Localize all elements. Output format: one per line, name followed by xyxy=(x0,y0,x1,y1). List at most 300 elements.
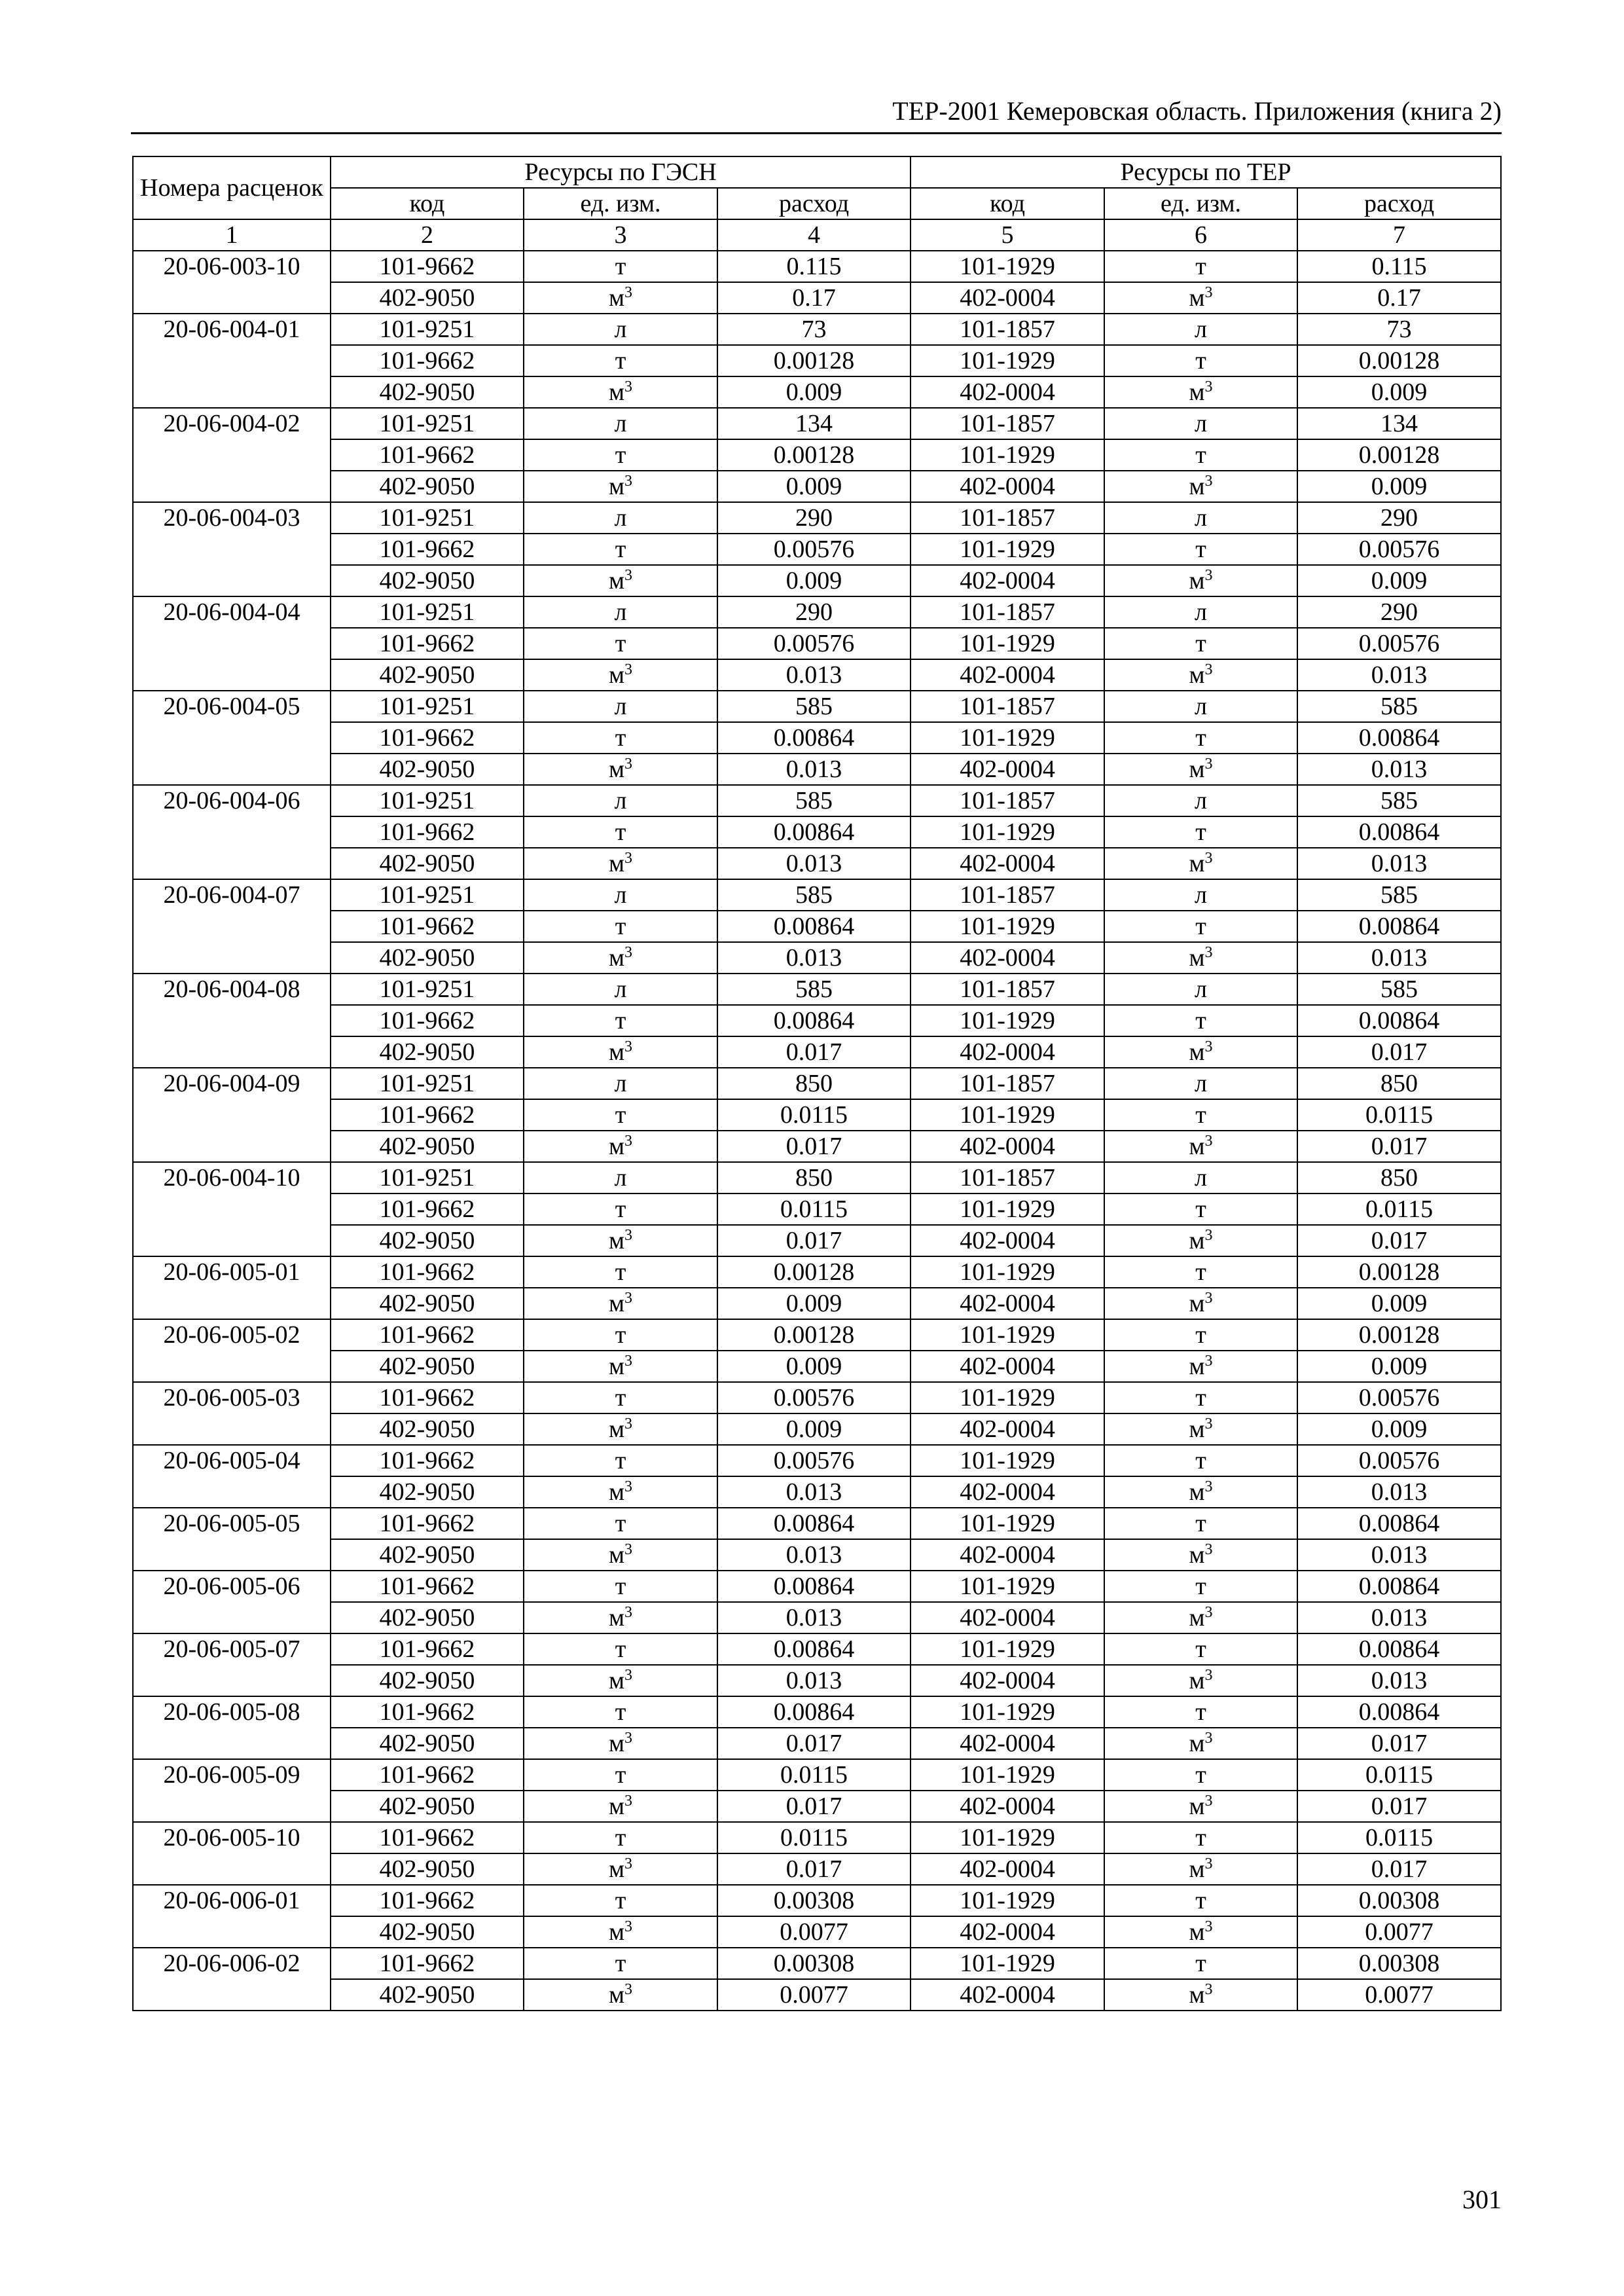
gesn-code-cell: 101-9662 xyxy=(331,1005,524,1036)
gesn-consumption-cell: 0.00864 xyxy=(717,816,911,848)
table-row xyxy=(133,1853,1501,1885)
gesn-code-cell: 402-9050 xyxy=(331,1916,524,1948)
gesn-unit-cell: т xyxy=(524,1571,717,1602)
table-row xyxy=(133,534,1501,565)
ter-unit-cell: л xyxy=(1104,596,1297,628)
gesn-consumption-cell: 290 xyxy=(717,596,911,628)
gesn-consumption-cell: 0.013 xyxy=(717,1665,911,1696)
gesn-code-cell: 101-9662 xyxy=(331,1382,524,1413)
table-row xyxy=(133,628,1501,659)
rate-number-cell: 20-06-005-07 xyxy=(133,1633,331,1696)
ter-unit-cell: л xyxy=(1104,785,1297,816)
gesn-code-cell: 101-9662 xyxy=(331,1445,524,1476)
ter-consumption-cell: 0.00864 xyxy=(1297,722,1501,754)
gesn-unit-header: ед. изм. xyxy=(524,188,717,219)
ter-consumption-cell: 0.00128 xyxy=(1297,345,1501,376)
ter-consumption-cell: 290 xyxy=(1297,596,1501,628)
gesn-consumption-cell: 0.009 xyxy=(717,565,911,596)
table-row xyxy=(133,1099,1501,1131)
gesn-unit-cell: $м^3$ xyxy=(524,1916,717,1948)
gesn-consumption-cell: 0.013 xyxy=(717,1602,911,1633)
gesn-code-cell: 101-9662 xyxy=(331,911,524,942)
ter-code-cell: 402-0004 xyxy=(911,282,1104,314)
ter-code-cell: 402-0004 xyxy=(911,1916,1104,1948)
gesn-consumption-cell: 0.013 xyxy=(717,1476,911,1508)
table-row xyxy=(133,1885,1501,1916)
ter-consumption-cell: 290 xyxy=(1297,502,1501,534)
gesn-code-cell: 402-9050 xyxy=(331,1288,524,1319)
ter-code-cell: 101-1929 xyxy=(911,1885,1104,1916)
gesn-unit-cell: т xyxy=(524,816,717,848)
table-row xyxy=(133,282,1501,314)
gesn-unit-cell: т xyxy=(524,1319,717,1351)
ter-unit-cell: $м^3$ xyxy=(1104,1979,1297,2011)
ter-code-cell: 101-1929 xyxy=(911,1822,1104,1853)
ter-consumption-cell: 0.00864 xyxy=(1297,816,1501,848)
ter-unit-cell: $м^3$ xyxy=(1104,754,1297,785)
column-number: 2 xyxy=(331,219,524,251)
table-row xyxy=(133,1162,1501,1194)
ter-unit-cell: $м^3$ xyxy=(1104,1131,1297,1162)
gesn-code-cell: 101-9251 xyxy=(331,596,524,628)
table-row xyxy=(133,314,1501,345)
gesn-code-cell: 101-9251 xyxy=(331,785,524,816)
gesn-code-cell: 402-9050 xyxy=(331,1728,524,1759)
rate-number-cell: 20-06-004-01 xyxy=(133,314,331,408)
table-row xyxy=(133,1948,1501,1979)
gesn-unit-cell: т xyxy=(524,1633,717,1665)
gesn-consumption-cell: 0.013 xyxy=(717,1539,911,1571)
ter-consumption-cell: 0.017 xyxy=(1297,1131,1501,1162)
ter-consumption-cell: 0.00308 xyxy=(1297,1948,1501,1979)
ter-unit-cell: т xyxy=(1104,1194,1297,1225)
table-row xyxy=(133,1602,1501,1633)
gesn-unit-cell: т xyxy=(524,534,717,565)
gesn-unit-cell: л xyxy=(524,1162,717,1194)
ter-code-cell: 402-0004 xyxy=(911,848,1104,879)
ter-code-cell: 402-0004 xyxy=(911,1288,1104,1319)
gesn-unit-cell: т xyxy=(524,911,717,942)
gesn-unit-cell: $м^3$ xyxy=(524,1979,717,2011)
ter-consumption-cell: 0.009 xyxy=(1297,471,1501,502)
table-row xyxy=(133,1822,1501,1853)
gesn-consumption-cell: 0.115 xyxy=(717,251,911,282)
ter-consumption-cell: 0.00308 xyxy=(1297,1885,1501,1916)
ter-code-cell: 101-1857 xyxy=(911,879,1104,911)
gesn-code-cell: 402-9050 xyxy=(331,1476,524,1508)
ter-code-cell: 402-0004 xyxy=(911,1351,1104,1382)
ter-consumption-cell: 0.115 xyxy=(1297,251,1501,282)
gesn-code-cell: 402-9050 xyxy=(331,1853,524,1885)
gesn-consumption-cell: 0.17 xyxy=(717,282,911,314)
gesn-unit-cell: $м^3$ xyxy=(524,1728,717,1759)
gesn-code-cell: 402-9050 xyxy=(331,471,524,502)
table-row xyxy=(133,1005,1501,1036)
table-row xyxy=(133,1225,1501,1256)
rate-number-cell: 20-06-004-10 xyxy=(133,1162,331,1256)
gesn-consumption-cell: 0.009 xyxy=(717,1413,911,1445)
gesn-code-cell: 101-9251 xyxy=(331,691,524,722)
ter-code-cell: 402-0004 xyxy=(911,1979,1104,2011)
table-head xyxy=(133,156,1501,251)
table-row xyxy=(133,565,1501,596)
table-row xyxy=(133,502,1501,534)
ter-code-cell: 101-1929 xyxy=(911,1099,1104,1131)
ter-code-cell: 402-0004 xyxy=(911,942,1104,974)
gesn-code-cell: 101-9662 xyxy=(331,1885,524,1916)
ter-unit-header: ед. изм. xyxy=(1104,188,1297,219)
ter-consumption-cell: 0.0115 xyxy=(1297,1194,1501,1225)
gesn-consumption-cell: 0.009 xyxy=(717,1288,911,1319)
gesn-consumption-cell: 0.00128 xyxy=(717,1319,911,1351)
ter-consumption-cell: 850 xyxy=(1297,1162,1501,1194)
gesn-consumption-cell: 0.00128 xyxy=(717,345,911,376)
ter-unit-cell: $м^3$ xyxy=(1104,1602,1297,1633)
ter-unit-cell: $м^3$ xyxy=(1104,376,1297,408)
ter-unit-cell: л xyxy=(1104,408,1297,439)
ter-code-cell: 101-1929 xyxy=(911,1948,1104,1979)
gesn-code-cell: 101-9662 xyxy=(331,1633,524,1665)
ter-consumption-cell: 0.0077 xyxy=(1297,1916,1501,1948)
gesn-code-cell: 402-9050 xyxy=(331,848,524,879)
ter-consumption-cell: 0.017 xyxy=(1297,1791,1501,1822)
column-number: 4 xyxy=(717,219,911,251)
ter-code-cell: 101-1929 xyxy=(911,1508,1104,1539)
gesn-unit-cell: т xyxy=(524,628,717,659)
gesn-consumption-cell: 0.00128 xyxy=(717,1256,911,1288)
ter-consumption-cell: 0.00128 xyxy=(1297,1256,1501,1288)
gesn-consumption-cell: 585 xyxy=(717,879,911,911)
gesn-unit-cell: л xyxy=(524,974,717,1005)
ter-consumption-cell: 0.009 xyxy=(1297,565,1501,596)
gesn-code-cell: 101-9662 xyxy=(331,628,524,659)
gesn-consumption-cell: 0.013 xyxy=(717,659,911,691)
ter-unit-cell: л xyxy=(1104,502,1297,534)
table-body xyxy=(133,251,1501,2011)
gesn-unit-cell: $м^3$ xyxy=(524,1539,717,1571)
rate-number-cell: 20-06-006-02 xyxy=(133,1948,331,2011)
ter-consumption-cell: 0.00576 xyxy=(1297,628,1501,659)
gesn-unit-cell: $м^3$ xyxy=(524,1225,717,1256)
gesn-consumption-cell: 0.0115 xyxy=(717,1099,911,1131)
gesn-consumption-cell: 0.00864 xyxy=(717,1508,911,1539)
gesn-code-cell: 101-9662 xyxy=(331,722,524,754)
ter-unit-cell: л xyxy=(1104,691,1297,722)
gesn-code-cell: 101-9662 xyxy=(331,1319,524,1351)
ter-unit-cell: т xyxy=(1104,911,1297,942)
gesn-code-cell: 402-9050 xyxy=(331,1036,524,1068)
ter-unit-cell: т xyxy=(1104,1256,1297,1288)
gesn-code-cell: 101-9662 xyxy=(331,1696,524,1728)
ter-unit-cell: т xyxy=(1104,534,1297,565)
table-row xyxy=(133,659,1501,691)
ter-code-cell: 101-1929 xyxy=(911,534,1104,565)
ter-code-cell: 101-1929 xyxy=(911,251,1104,282)
ter-consumption-cell: 0.17 xyxy=(1297,282,1501,314)
rate-number-cell: 20-06-006-01 xyxy=(133,1885,331,1948)
table-row xyxy=(133,596,1501,628)
gesn-consumption-cell: 0.0115 xyxy=(717,1822,911,1853)
table-row xyxy=(133,1194,1501,1225)
ter-consumption-cell: 0.009 xyxy=(1297,376,1501,408)
gesn-code-cell: 101-9662 xyxy=(331,439,524,471)
table-row xyxy=(133,1571,1501,1602)
gesn-unit-cell: $м^3$ xyxy=(524,659,717,691)
table-row xyxy=(133,1665,1501,1696)
table-row xyxy=(133,942,1501,974)
gesn-consumption-cell: 0.00864 xyxy=(717,1633,911,1665)
ter-code-cell: 101-1929 xyxy=(911,628,1104,659)
ter-unit-cell: т xyxy=(1104,628,1297,659)
gesn-unit-cell: $м^3$ xyxy=(524,1288,717,1319)
gesn-consumption-cell: 0.00864 xyxy=(717,1571,911,1602)
table-row xyxy=(133,376,1501,408)
ter-consumption-cell: 0.00864 xyxy=(1297,911,1501,942)
ter-unit-cell: т xyxy=(1104,1445,1297,1476)
rate-number-cell: 20-06-004-06 xyxy=(133,785,331,879)
gesn-code-cell: 101-9662 xyxy=(331,1099,524,1131)
ter-unit-cell: т xyxy=(1104,1822,1297,1853)
gesn-consumption-cell: 0.013 xyxy=(717,942,911,974)
gesn-code-cell: 101-9251 xyxy=(331,408,524,439)
gesn-consumption-header: расход xyxy=(717,188,911,219)
gesn-unit-cell: л xyxy=(524,596,717,628)
ter-code-cell: 402-0004 xyxy=(911,1853,1104,1885)
gesn-unit-cell: $м^3$ xyxy=(524,1476,717,1508)
table-row xyxy=(133,1382,1501,1413)
gesn-consumption-cell: 0.00128 xyxy=(717,439,911,471)
ter-consumption-cell: 0.009 xyxy=(1297,1413,1501,1445)
gesn-unit-cell: т xyxy=(524,1256,717,1288)
gesn-unit-cell: т xyxy=(524,1508,717,1539)
gesn-code-cell: 402-9050 xyxy=(331,376,524,408)
gesn-consumption-cell: 0.00864 xyxy=(717,722,911,754)
ter-unit-cell: л xyxy=(1104,314,1297,345)
ter-consumption-cell: 0.009 xyxy=(1297,1351,1501,1382)
gesn-consumption-cell: 0.017 xyxy=(717,1131,911,1162)
ter-unit-cell: л xyxy=(1104,974,1297,1005)
table-row xyxy=(133,1131,1501,1162)
ter-consumption-cell: 0.013 xyxy=(1297,848,1501,879)
ter-consumption-header: расход xyxy=(1297,188,1501,219)
gesn-consumption-cell: 0.00864 xyxy=(717,1696,911,1728)
gesn-consumption-cell: 0.00864 xyxy=(717,1005,911,1036)
ter-unit-cell: $м^3$ xyxy=(1104,565,1297,596)
gesn-code-cell: 101-9662 xyxy=(331,345,524,376)
rate-number-cell: 20-06-004-03 xyxy=(133,502,331,596)
gesn-consumption-cell: 0.013 xyxy=(717,848,911,879)
ter-consumption-cell: 585 xyxy=(1297,691,1501,722)
table-row xyxy=(133,1036,1501,1068)
ter-code-cell: 101-1929 xyxy=(911,722,1104,754)
gesn-consumption-cell: 0.00864 xyxy=(717,911,911,942)
ter-code-cell: 402-0004 xyxy=(911,1791,1104,1822)
ter-unit-cell: $м^3$ xyxy=(1104,1036,1297,1068)
ter-code-cell: 101-1857 xyxy=(911,1162,1104,1194)
gesn-consumption-cell: 0.009 xyxy=(717,1351,911,1382)
ter-consumption-cell: 0.00864 xyxy=(1297,1571,1501,1602)
gesn-code-cell: 402-9050 xyxy=(331,1602,524,1633)
page-number: 301 xyxy=(1462,2185,1502,2214)
gesn-unit-cell: т xyxy=(524,722,717,754)
gesn-code-cell: 101-9251 xyxy=(331,879,524,911)
ter-code-cell: 101-1857 xyxy=(911,691,1104,722)
table-row xyxy=(133,439,1501,471)
gesn-unit-cell: т xyxy=(524,345,717,376)
column-number: 3 xyxy=(524,219,717,251)
rate-number-cell: 20-06-004-07 xyxy=(133,879,331,974)
ter-code-cell: 402-0004 xyxy=(911,1602,1104,1633)
ter-unit-cell: т xyxy=(1104,439,1297,471)
ter-unit-cell: $м^3$ xyxy=(1104,942,1297,974)
table-row xyxy=(133,1759,1501,1791)
ter-code-cell: 101-1857 xyxy=(911,502,1104,534)
gesn-unit-cell: л xyxy=(524,785,717,816)
ter-code-cell: 101-1929 xyxy=(911,1005,1104,1036)
ter-unit-cell: $м^3$ xyxy=(1104,1351,1297,1382)
ter-code-cell: 402-0004 xyxy=(911,1539,1104,1571)
rate-number-cell: 20-06-004-04 xyxy=(133,596,331,691)
gesn-unit-cell: $м^3$ xyxy=(524,565,717,596)
gesn-code-cell: 101-9662 xyxy=(331,816,524,848)
table-row xyxy=(133,251,1501,282)
rate-number-cell: 20-06-005-02 xyxy=(133,1319,331,1382)
ter-unit-cell: т xyxy=(1104,1319,1297,1351)
table-row xyxy=(133,1413,1501,1445)
rate-number-cell: 20-06-005-01 xyxy=(133,1256,331,1319)
rate-number-cell: 20-06-004-05 xyxy=(133,691,331,785)
ter-consumption-cell: 585 xyxy=(1297,974,1501,1005)
gesn-code-cell: 101-9662 xyxy=(331,1759,524,1791)
ter-unit-cell: т xyxy=(1104,1759,1297,1791)
gesn-code-cell: 402-9050 xyxy=(331,1131,524,1162)
gesn-consumption-cell: 0.017 xyxy=(717,1036,911,1068)
ter-code-cell: 402-0004 xyxy=(911,754,1104,785)
gesn-unit-cell: т xyxy=(524,439,717,471)
gesn-code-cell: 402-9050 xyxy=(331,1351,524,1382)
gesn-unit-cell: $м^3$ xyxy=(524,282,717,314)
table-row xyxy=(133,974,1501,1005)
gesn-consumption-cell: 0.017 xyxy=(717,1853,911,1885)
gesn-code-cell: 101-9251 xyxy=(331,974,524,1005)
ter-consumption-cell: 585 xyxy=(1297,879,1501,911)
ter-unit-cell: т xyxy=(1104,1633,1297,1665)
gesn-consumption-cell: 134 xyxy=(717,408,911,439)
gesn-consumption-cell: 0.017 xyxy=(717,1225,911,1256)
column-number: 6 xyxy=(1104,219,1297,251)
ter-unit-cell: т xyxy=(1104,722,1297,754)
gesn-consumption-cell: 585 xyxy=(717,974,911,1005)
table-row xyxy=(133,1256,1501,1288)
gesn-code-cell: 101-9662 xyxy=(331,251,524,282)
ter-consumption-cell: 0.013 xyxy=(1297,1665,1501,1696)
table-row xyxy=(133,1445,1501,1476)
table-row xyxy=(133,879,1501,911)
ter-unit-cell: т xyxy=(1104,1885,1297,1916)
gesn-code-cell: 402-9050 xyxy=(331,659,524,691)
rate-number-cell: 20-06-005-03 xyxy=(133,1382,331,1445)
gesn-consumption-cell: 0.0077 xyxy=(717,1979,911,2011)
table-row xyxy=(133,345,1501,376)
gesn-code-cell: 402-9050 xyxy=(331,282,524,314)
ter-code-cell: 101-1929 xyxy=(911,1445,1104,1476)
ter-unit-cell: л xyxy=(1104,1162,1297,1194)
ter-unit-cell: л xyxy=(1104,1068,1297,1099)
ter-consumption-cell: 73 xyxy=(1297,314,1501,345)
ter-code-cell: 402-0004 xyxy=(911,1476,1104,1508)
ter-consumption-cell: 0.017 xyxy=(1297,1853,1501,1885)
gesn-unit-cell: л xyxy=(524,408,717,439)
rate-number-cell: 20-06-005-05 xyxy=(133,1508,331,1571)
gesn-consumption-cell: 0.00576 xyxy=(717,1445,911,1476)
table-row xyxy=(133,1916,1501,1948)
gesn-code-cell: 101-9662 xyxy=(331,1508,524,1539)
gesn-code-cell: 402-9050 xyxy=(331,1539,524,1571)
ter-consumption-cell: 0.00128 xyxy=(1297,439,1501,471)
ter-code-cell: 101-1857 xyxy=(911,1068,1104,1099)
table-row xyxy=(133,722,1501,754)
gesn-consumption-cell: 585 xyxy=(717,785,911,816)
gesn-consumption-cell: 585 xyxy=(717,691,911,722)
gesn-unit-cell: т xyxy=(524,1696,717,1728)
ter-consumption-cell: 0.017 xyxy=(1297,1225,1501,1256)
gesn-unit-cell: $м^3$ xyxy=(524,376,717,408)
gesn-consumption-cell: 0.009 xyxy=(717,471,911,502)
rate-number-cell: 20-06-005-06 xyxy=(133,1571,331,1633)
column-number: 1 xyxy=(133,219,331,251)
ter-code-header: код xyxy=(911,188,1104,219)
ter-unit-cell: т xyxy=(1104,251,1297,282)
ter-group-header: Ресурсы по ТЕР xyxy=(911,156,1501,188)
ter-code-cell: 402-0004 xyxy=(911,1225,1104,1256)
ter-code-cell: 402-0004 xyxy=(911,659,1104,691)
gesn-consumption-cell: 0.00308 xyxy=(717,1885,911,1916)
ter-consumption-cell: 0.0077 xyxy=(1297,1979,1501,2011)
gesn-unit-cell: л xyxy=(524,1068,717,1099)
ter-code-cell: 101-1929 xyxy=(911,439,1104,471)
ter-code-cell: 101-1929 xyxy=(911,911,1104,942)
rate-number-cell: 20-06-004-09 xyxy=(133,1068,331,1162)
ter-unit-cell: $м^3$ xyxy=(1104,1853,1297,1885)
gesn-unit-cell: $м^3$ xyxy=(524,1131,717,1162)
gesn-unit-cell: $м^3$ xyxy=(524,1602,717,1633)
gesn-unit-cell: л xyxy=(524,879,717,911)
gesn-code-cell: 101-9662 xyxy=(331,1194,524,1225)
gesn-unit-cell: т xyxy=(524,251,717,282)
gesn-code-cell: 101-9662 xyxy=(331,1571,524,1602)
ter-code-cell: 402-0004 xyxy=(911,1665,1104,1696)
ter-code-cell: 101-1857 xyxy=(911,408,1104,439)
ter-consumption-cell: 0.013 xyxy=(1297,1476,1501,1508)
ter-consumption-cell: 0.017 xyxy=(1297,1728,1501,1759)
table-row xyxy=(133,1351,1501,1382)
gesn-unit-cell: т xyxy=(524,1948,717,1979)
ter-consumption-cell: 0.00864 xyxy=(1297,1633,1501,1665)
table-row xyxy=(133,785,1501,816)
ter-unit-cell: т xyxy=(1104,1948,1297,1979)
ter-consumption-cell: 0.0115 xyxy=(1297,1822,1501,1853)
ter-code-cell: 402-0004 xyxy=(911,1036,1104,1068)
ter-code-cell: 101-1929 xyxy=(911,1571,1104,1602)
ter-consumption-cell: 134 xyxy=(1297,408,1501,439)
running-header: ТЕР-2001 Кемеровская область. Приложения (книга 2) xyxy=(892,96,1502,126)
gesn-unit-cell: $м^3$ xyxy=(524,1413,717,1445)
ter-unit-cell: т xyxy=(1104,345,1297,376)
gesn-code-cell: 101-9662 xyxy=(331,534,524,565)
ter-code-cell: 402-0004 xyxy=(911,1728,1104,1759)
ter-unit-cell: т xyxy=(1104,1382,1297,1413)
gesn-consumption-cell: 850 xyxy=(717,1068,911,1099)
